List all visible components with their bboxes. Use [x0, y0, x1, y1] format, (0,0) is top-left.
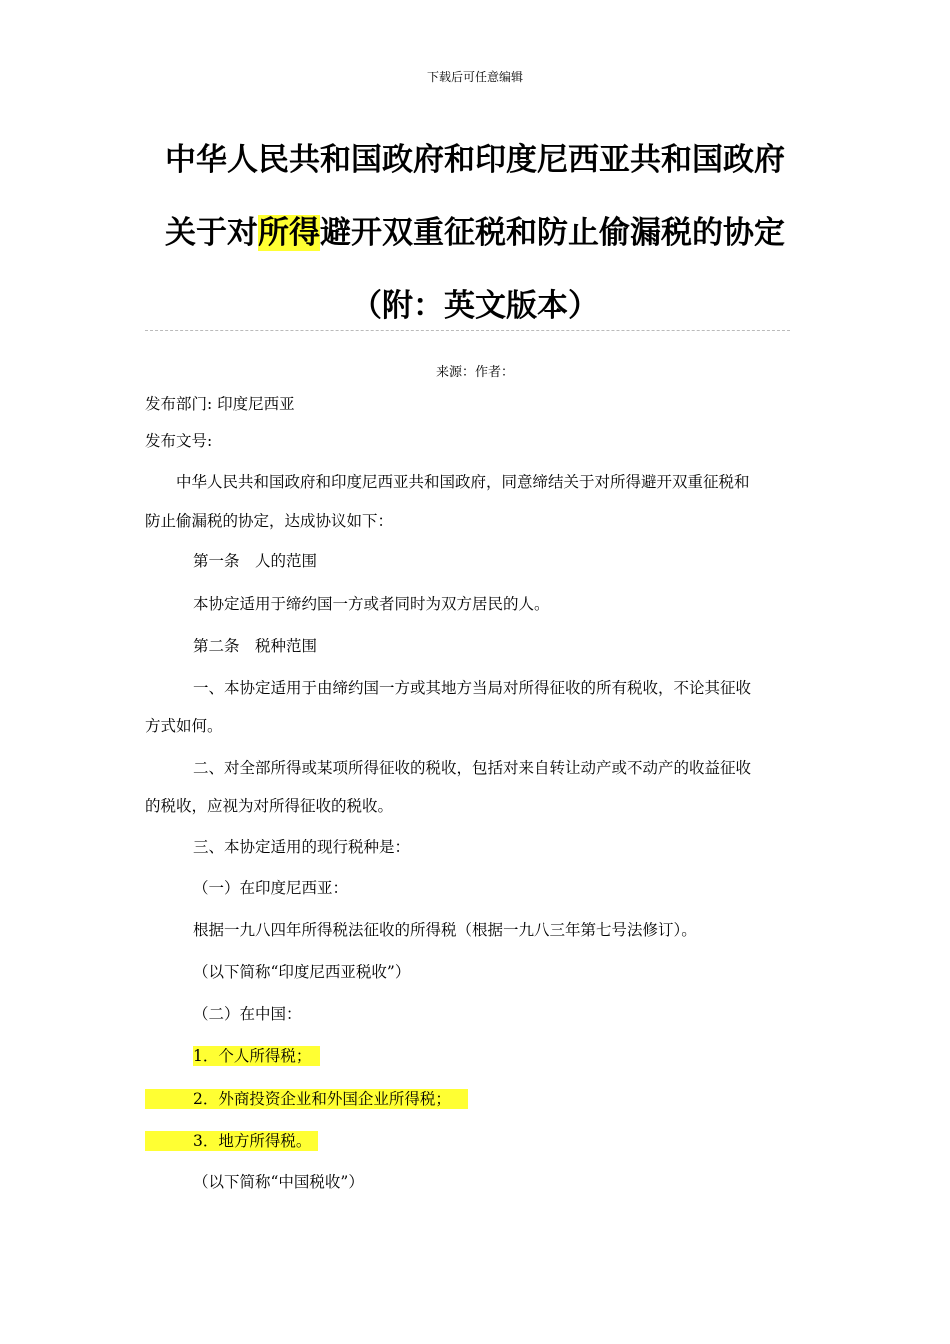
article-2-p2-line-1: 二、对全部所得或某项所得征收的税收，包括对来自转让动产或不动产的收益征收 [193, 759, 752, 777]
article-2-p3: 三、本协定适用的现行税种是： [193, 838, 411, 856]
china-item-3: 3．地方所得税。 [193, 1132, 312, 1150]
china-heading: （二）在中国： [193, 1005, 302, 1023]
article-1-text: 本协定适用于缔约国一方或者同时为双方居民的人。 [193, 595, 550, 613]
header-note: 下载后可任意编辑 [426, 70, 523, 84]
china-short-name: （以下简称“中国税收”） [193, 1173, 364, 1191]
title-line-1: 中华人民共和国政府和印度尼西亚共和国政府 [165, 142, 785, 178]
china-item-1: 1．个人所得税； [193, 1047, 312, 1065]
dashed-divider [145, 330, 790, 331]
article-2-title: 第二条 税种范围 [193, 637, 318, 655]
title-line-2 [0, 207, 950, 252]
indonesia-tax: 根据一九八四年所得税法征收的所得税（根据一九八三年第七号法修订）。 [193, 921, 697, 939]
article-1-title: 第一条 人的范围 [193, 552, 318, 570]
intro-paragraph-line-2: 防止偷漏税的协定，达成协议如下： [145, 512, 394, 530]
article-2-p1-line-1: 一、本协定适用于由缔约国一方或其地方当局对所得征收的所有税收，不论其征收 [193, 679, 752, 697]
indonesia-short-name: （以下简称“印度尼西亚税收”） [193, 963, 411, 981]
article-2-p1-line-2: 方式如何。 [145, 717, 223, 735]
title-highlight: 所得 [258, 215, 320, 251]
intro-paragraph-line-1: 中华人民共和国政府和印度尼西亚共和国政府，同意缔结关于对所得避开双重征税和 [176, 473, 750, 491]
title-line-3: （附：英文版本） [351, 288, 599, 324]
article-2-p2-line-2: 的税收，应视为对所得征收的税收。 [145, 797, 394, 815]
title-line-2-post: 避开双重征税和防止偷漏税的协定 [320, 215, 785, 251]
source-line: 来源：作者： [435, 365, 514, 380]
doc-number-line: 发布文号: [145, 432, 213, 450]
china-item-2: 2．外商投资企业和外国企业所得税； [193, 1090, 451, 1108]
title-line-2-pre: 关于对 [165, 215, 258, 251]
department-line: 发布部门: 印度尼西亚 [145, 395, 295, 413]
indonesia-heading: （一）在印度尼西亚： [193, 879, 349, 897]
